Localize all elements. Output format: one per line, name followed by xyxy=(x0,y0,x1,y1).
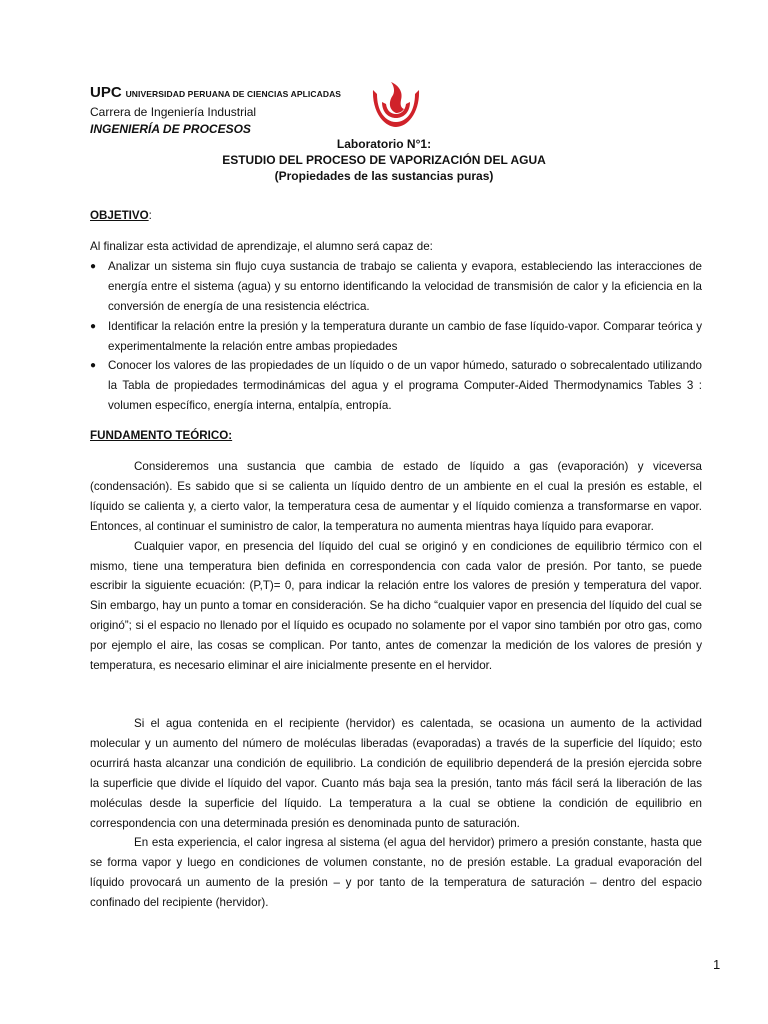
list-item xyxy=(90,356,702,416)
list-item-text: Conocer los valores de las propiedades de un líquido o de un vapor húmedo, saturado o sobrecalentado utilizando la Tabla de propiedades termodinámicas del agua y el programa Computer-Aided Thermodynamics Tables 3 : volumen específico, energía interna, entalpía, entropía. xyxy=(108,359,702,413)
objective-heading: OBJETIVO xyxy=(90,209,149,222)
university-abbr: UPC xyxy=(90,84,122,101)
upc-logo xyxy=(370,80,422,130)
page-number: 1 xyxy=(713,957,721,972)
theory-heading: FUNDAMENTO TEÓRICO: xyxy=(90,429,233,442)
objective-heading-line xyxy=(90,206,702,226)
lab-number: Laboratorio N°1: xyxy=(336,137,432,151)
list-item-text: Identificar la relación entre la presión y la temperatura durante un cambio de fase líquido-vapor. Comparar teórica y experimentalmente la relación entre ambas propiedades xyxy=(108,319,702,353)
lab-subtitle: (Propiedades de las sustancias puras) xyxy=(274,169,494,183)
list-item-text: Analizar un sistema sin flujo cuya sustancia de trabajo se calienta y evapora, estableciendo las interacciones de energía entre el sistema (agua) y su entorno identificando la velocidad de transmisión de calor y la eficiencia en la conversión de energía de una resistencia eléctrica. xyxy=(108,259,702,313)
theory-body-2 xyxy=(90,714,702,913)
objective-colon: : xyxy=(148,209,152,222)
theory-body-1 xyxy=(90,457,702,676)
theory-paragraph-2: Cualquier vapor, en presencia del líquido del cual se originó y en condiciones de equilibrio térmico con el mismo, tiene una temperatura bien definida en correspondencia con cada valor de presión. Por tanto, se puede escribir la siguiente ecuación: (P,T)= 0, para indicar la relación entre los valores de presión y temperatura del vapor. Sin embargo, hay un punto a tomar en consideración. Se ha dicho “cualquier vapor en presencia del líquido del cual se originó”; si el espacio no llenado por el líquido es ocupado no solamente por el vapor sino también por otro gas, como por ejemplo el aire, las cosas se complican. Por tanto, antes de comenzar la medición de los valores de presión y temperatura, es necesario eliminar el aire inicialmente presente en el hervidor. xyxy=(90,539,702,673)
list-item xyxy=(90,257,702,317)
lab-title: ESTUDIO DEL PROCESO DE VAPORIZACIÓN DEL AGUA xyxy=(222,153,546,167)
list-item xyxy=(90,317,702,357)
objective-intro: Al finalizar esta actividad de aprendizaje, el alumno será capaz de: xyxy=(90,240,433,253)
theory-heading-block xyxy=(90,426,702,446)
lab-title-block xyxy=(0,136,768,184)
course-name: INGENIERÍA DE PROCESOS xyxy=(90,122,251,136)
objective-list xyxy=(90,257,702,416)
bullet-icon: ● xyxy=(90,360,97,372)
theory-paragraph-3: Si el agua contenida en el recipiente (hervidor) es calentada, se ocasiona un aumento de la actividad molecular y un aumento del número de moléculas liberadas (evaporadas) a través de la superficie del líquido; esto ocurrirá hasta alcanzar una condición de equilibrio. La condición de equilibrio dependerá de la presión ejercida sobre la superficie que divide el líquido del vapor. Cuanto más baja sea la presión, tanto más fácil será la liberación de las moléculas desde la superficie del líquido. La temperatura a la cual se obtiene la condición de equilibrio en correspondencia con una determinada presión es denominada punto de saturación. xyxy=(90,717,702,830)
career-name: Carrera de Ingeniería Industrial xyxy=(90,105,257,119)
theory-paragraph-4: En esta experiencia, el calor ingresa al sistema (el agua del hervidor) primero a presión constante, hasta que se forma vapor y luego en condiciones de volumen constante, no de presión estable. La gradual evaporación del líquido provocará un aumento de la presión – y por tanto de la temperatura de saturación – dentro del espacio confinado del recipiente (hervidor). xyxy=(90,836,702,910)
bullet-icon: ● xyxy=(90,320,97,332)
bullet-icon: ● xyxy=(90,260,97,272)
university-name: UNIVERSIDAD PERUANA DE CIENCIAS APLICADAS xyxy=(125,89,342,99)
objective-section xyxy=(90,206,702,226)
objective-body xyxy=(90,237,702,416)
theory-paragraph-1: Consideremos una sustancia que cambia de estado de líquido a gas (evaporación) y viceversa (condensación). Es sabido que si se calienta un líquido dentro de un ambiente en el cual la presión es estable, el líquido se calienta y, a cierto valor, la temperatura cesa de aumentar y el líquido comienza a transformarse en vapor. Entonces, al continuar el suministro de calor, la temperatura no aumenta mientras haya líquido para evaporar. xyxy=(90,460,702,533)
